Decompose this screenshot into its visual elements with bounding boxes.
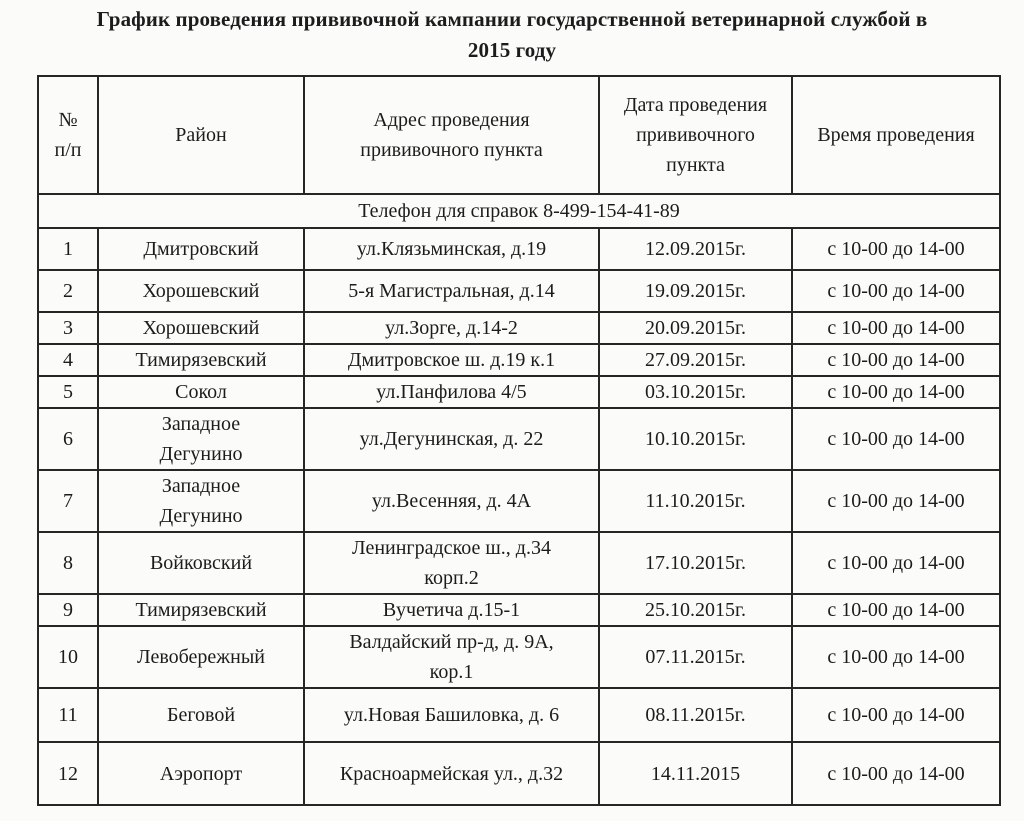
- district-cell: [98, 626, 304, 688]
- date-cell: 11.10.2015г.: [599, 470, 792, 532]
- address-cell: [304, 532, 599, 594]
- district-cell: [98, 376, 304, 408]
- address-cell: [304, 344, 599, 376]
- row-number: 3: [38, 312, 98, 344]
- date-cell: 19.09.2015г.: [599, 270, 792, 312]
- address-cell: [304, 312, 599, 344]
- date-cell: 10.10.2015г.: [599, 408, 792, 470]
- table-row: [38, 688, 1000, 742]
- row-number: 8: [38, 532, 98, 594]
- column-header-time: [792, 76, 1000, 194]
- district-cell: [98, 312, 304, 344]
- table-row: [38, 408, 1000, 470]
- date-cell: 14.11.2015: [599, 742, 792, 805]
- column-header-date-line-1: Дата проведения: [623, 94, 768, 116]
- address-line-1: Вучетича д.15-1: [382, 599, 521, 621]
- column-header-address: [304, 76, 599, 194]
- district-cell: [98, 470, 304, 532]
- address-line-1: ул.Панфилова 4/5: [376, 381, 527, 403]
- table-row: [38, 626, 1000, 688]
- district-line-1: Тимирязевский: [135, 599, 267, 621]
- phone-info: Телефон для справок 8-499-154-41-89: [38, 194, 1000, 228]
- district-cell: [98, 742, 304, 805]
- address-line-2: корп.2: [424, 567, 479, 589]
- column-header-district-label: Район: [175, 124, 227, 146]
- district-cell: [98, 270, 304, 312]
- row-number: 7: [38, 470, 98, 532]
- district-line-2: Дегунино: [159, 443, 243, 465]
- time-cell: с 10-00 до 14-00: [792, 688, 1000, 742]
- district-line-1: Войковский: [149, 552, 253, 574]
- address-cell: [304, 228, 599, 270]
- district-line-1: Левобережный: [137, 646, 265, 668]
- column-header-district: [98, 76, 304, 194]
- row-number: 2: [38, 270, 98, 312]
- district-cell: [98, 408, 304, 470]
- column-header-date: [599, 76, 792, 194]
- address-line-1: Валдайский пр-д, д. 9А,: [349, 631, 554, 653]
- row-number: 10: [38, 626, 98, 688]
- address-cell: [304, 376, 599, 408]
- table-row: [38, 270, 1000, 312]
- row-number: 9: [38, 594, 98, 626]
- table-row: [38, 532, 1000, 594]
- time-cell: с 10-00 до 14-00: [792, 312, 1000, 344]
- table-row: [38, 470, 1000, 532]
- date-cell: 20.09.2015г.: [599, 312, 792, 344]
- address-cell: [304, 270, 599, 312]
- header-row: [38, 76, 1000, 194]
- date-cell: 12.09.2015г.: [599, 228, 792, 270]
- address-line-1: ул.Клязьминская, д.19: [356, 238, 547, 260]
- document-title: [30, 4, 994, 66]
- table-row: [38, 594, 1000, 626]
- district-cell: [98, 344, 304, 376]
- table-row: [38, 312, 1000, 344]
- district-line-1: Беговой: [166, 704, 236, 726]
- row-number: 6: [38, 408, 98, 470]
- date-cell: 03.10.2015г.: [599, 376, 792, 408]
- district-cell: [98, 688, 304, 742]
- address-line-2: кор.1: [429, 661, 474, 683]
- address-cell: [304, 688, 599, 742]
- time-cell: с 10-00 до 14-00: [792, 532, 1000, 594]
- column-header-address-line-1: Адрес проведения: [373, 109, 530, 131]
- district-line-1: Дмитровский: [143, 238, 259, 260]
- column-header-number-line-2: п/п: [54, 139, 82, 161]
- address-line-1: ул.Новая Башиловка, д. 6: [343, 704, 560, 726]
- time-cell: с 10-00 до 14-00: [792, 594, 1000, 626]
- district-line-1: Западное: [161, 475, 241, 497]
- table-row: [38, 376, 1000, 408]
- time-cell: с 10-00 до 14-00: [792, 376, 1000, 408]
- table-row: [38, 742, 1000, 805]
- row-number: 4: [38, 344, 98, 376]
- address-cell: [304, 594, 599, 626]
- row-number: 12: [38, 742, 98, 805]
- address-line-1: Дмитровское ш. д.19 к.1: [347, 349, 556, 371]
- address-cell: [304, 742, 599, 805]
- row-number: 11: [38, 688, 98, 742]
- column-header-date-line-2: прививочного: [636, 124, 755, 146]
- district-cell: [98, 228, 304, 270]
- address-line-1: Красноармейская ул., д.32: [339, 762, 564, 785]
- table-row: [38, 228, 1000, 270]
- date-cell: 07.11.2015г.: [599, 626, 792, 688]
- time-cell: с 10-00 до 14-00: [792, 228, 1000, 270]
- time-cell: с 10-00 до 14-00: [792, 408, 1000, 470]
- row-number: 1: [38, 228, 98, 270]
- date-cell: 17.10.2015г.: [599, 532, 792, 594]
- column-header-date-line-3: пункта: [666, 154, 725, 176]
- column-header-number: [38, 76, 98, 194]
- address-line-1: ул.Зорге, д.14-2: [385, 317, 518, 339]
- time-cell: с 10-00 до 14-00: [792, 742, 1000, 805]
- address-line-1: Ленинградское ш., д.34: [352, 537, 551, 559]
- address-line-1: ул.Весенняя, д. 4А: [371, 490, 532, 512]
- column-header-time-label: Время проведения: [817, 124, 975, 146]
- title-line-2: 2015 году: [467, 38, 557, 62]
- district-line-1: Тимирязевский: [135, 349, 267, 371]
- address-line-1: 5-я Магистральная, д.14: [348, 280, 555, 302]
- date-cell: 27.09.2015г.: [599, 344, 792, 376]
- date-cell: 25.10.2015г.: [599, 594, 792, 626]
- schedule-table: [37, 75, 1001, 806]
- phone-row: [38, 194, 1000, 228]
- time-cell: с 10-00 до 14-00: [792, 626, 1000, 688]
- column-header-number-line-1: №: [58, 109, 78, 131]
- title-line-1: График проведения прививочной кампании государственной ветеринарной службой в: [96, 7, 928, 31]
- date-cell: 08.11.2015г.: [599, 688, 792, 742]
- district-line-1: Хорошевский: [142, 317, 260, 339]
- row-number: 5: [38, 376, 98, 408]
- district-line-1: Сокол: [175, 381, 227, 403]
- column-header-address-line-2: прививочного пункта: [360, 139, 543, 161]
- time-cell: с 10-00 до 14-00: [792, 344, 1000, 376]
- time-cell: с 10-00 до 14-00: [792, 270, 1000, 312]
- district-cell: [98, 594, 304, 626]
- district-line-2: Дегунино: [159, 505, 243, 527]
- address-line-1: ул.Дегунинская, д. 22: [359, 428, 544, 450]
- address-cell: [304, 470, 599, 532]
- table-row: [38, 344, 1000, 376]
- address-cell: [304, 408, 599, 470]
- district-line-1: Хорошевский: [142, 280, 260, 302]
- district-cell: [98, 532, 304, 594]
- district-line-1: Западное: [161, 413, 241, 435]
- address-cell: [304, 626, 599, 688]
- district-line-1: Аэропорт: [159, 762, 243, 785]
- time-cell: с 10-00 до 14-00: [792, 470, 1000, 532]
